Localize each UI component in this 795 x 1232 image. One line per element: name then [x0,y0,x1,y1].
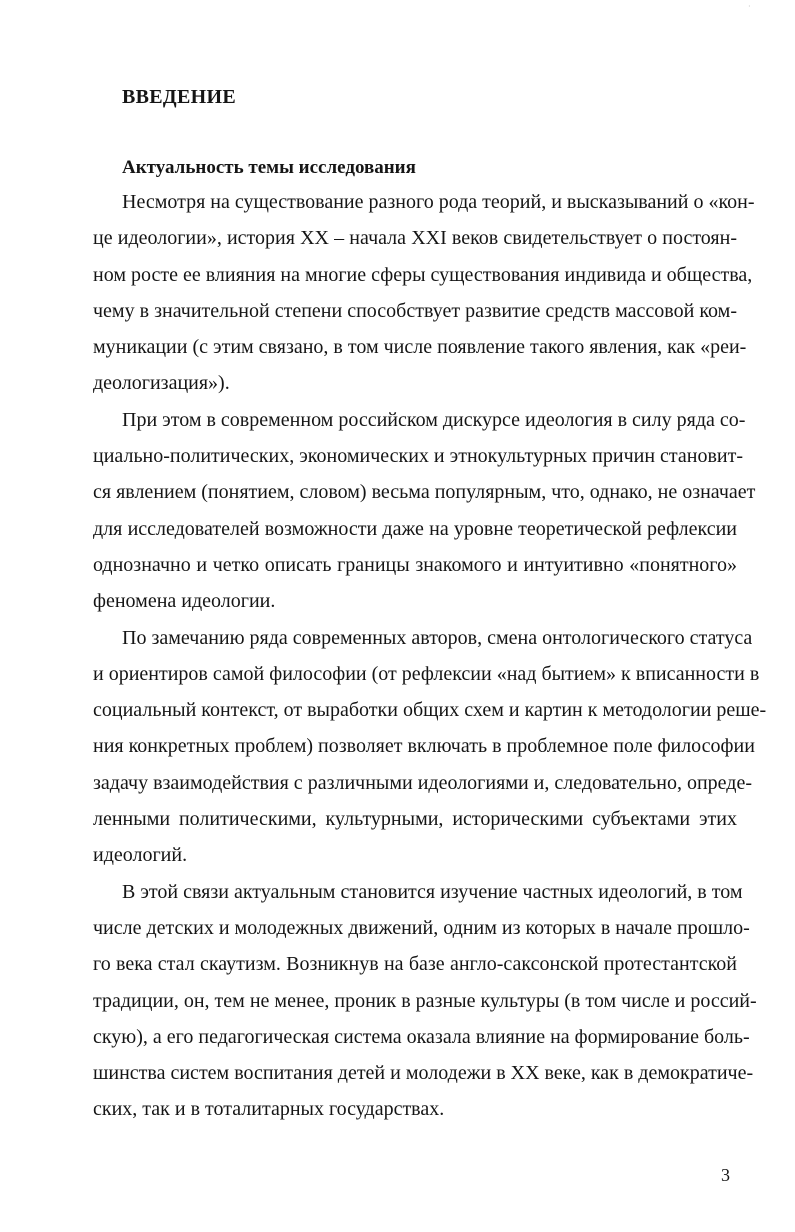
text-line: числе детских и молодежных движений, одним из которых в начале прошло- [93,916,750,939]
text-line: При этом в современном российском дискурсе идеология в силу ряда со- [122,408,746,431]
page-title: ВВЕДЕНИЕ [122,86,236,108]
paragraph-2 [93,402,756,620]
text-line: В этой связи актуальным становится изучение частных идеологий, в том [122,880,743,903]
text-line: традиции, он, тем не менее, проник в разные культуры (в том числе и россий- [93,989,757,1012]
section-subheading: Актуальность темы исследования [122,157,416,178]
scan-artifact: · [748,2,751,11]
text-line: ся явлением (понятием, словом) весьма популярным, что, однако, не означает [93,481,756,504]
text-line: ния конкретных проблем) позволяет включать в проблемное поле философии [93,735,755,758]
text-line: циально-политических, экономических и этнокультурных причин становит- [93,445,744,468]
text-line: феномена идеологии. [93,590,276,613]
text-line: це идеологии», история XX – начала XXI веков свидетельствует о постоян- [93,227,737,250]
text-line: для исследователей возможности даже на уровне теоретической рефлексии [93,517,737,540]
text-line: чему в значительной степени способствует развитие средств массовой ком- [93,299,737,322]
text-line: идеологий. [93,844,188,867]
text-line: деологизация»). [93,372,230,395]
text-line: шинства систем воспитания детей и молодежи в XX веке, как в демократиче- [93,1062,754,1085]
page-number: 3 [721,1165,730,1185]
text-line: ленными политическими, культурными, историческими субъектами этих [93,808,737,831]
paragraph-4 [93,874,757,1128]
text-line: По замечанию ряда современных авторов, смена онтологического статуса [122,626,753,649]
text-line: задачу взаимодействия с различными идеологиями и, следовательно, опреде- [93,771,752,794]
text-line: и ориентиров самой философии (от рефлексии «над бытием» к вписанности в [93,662,760,685]
text-line: ских, так и в тоталитарных государствах. [93,1098,445,1121]
paragraph-3 [93,620,767,874]
text-line: социальный контекст, от выработки общих схем и картин к методологии реше- [93,699,767,722]
body-text [93,184,767,1128]
text-line: го века стал скаутизм. Возникнув на базе англо-саксонской протестантской [93,953,737,976]
text-line: однозначно и четко описать границы знакомого и интуитивно «понятного» [93,553,737,576]
paragraph-1 [93,184,755,402]
text-line: ном росте ее влияния на многие сферы существования индивида и общества, [93,263,753,286]
text-line: Несмотря на существование разного рода теорий, и высказываний о «кон- [122,191,755,213]
text-line: скую), а его педагогическая система оказала влияние на формирование боль- [93,1025,750,1048]
text-line: муникации (с этим связано, в том числе появление такого явления, как «реи- [93,336,747,359]
